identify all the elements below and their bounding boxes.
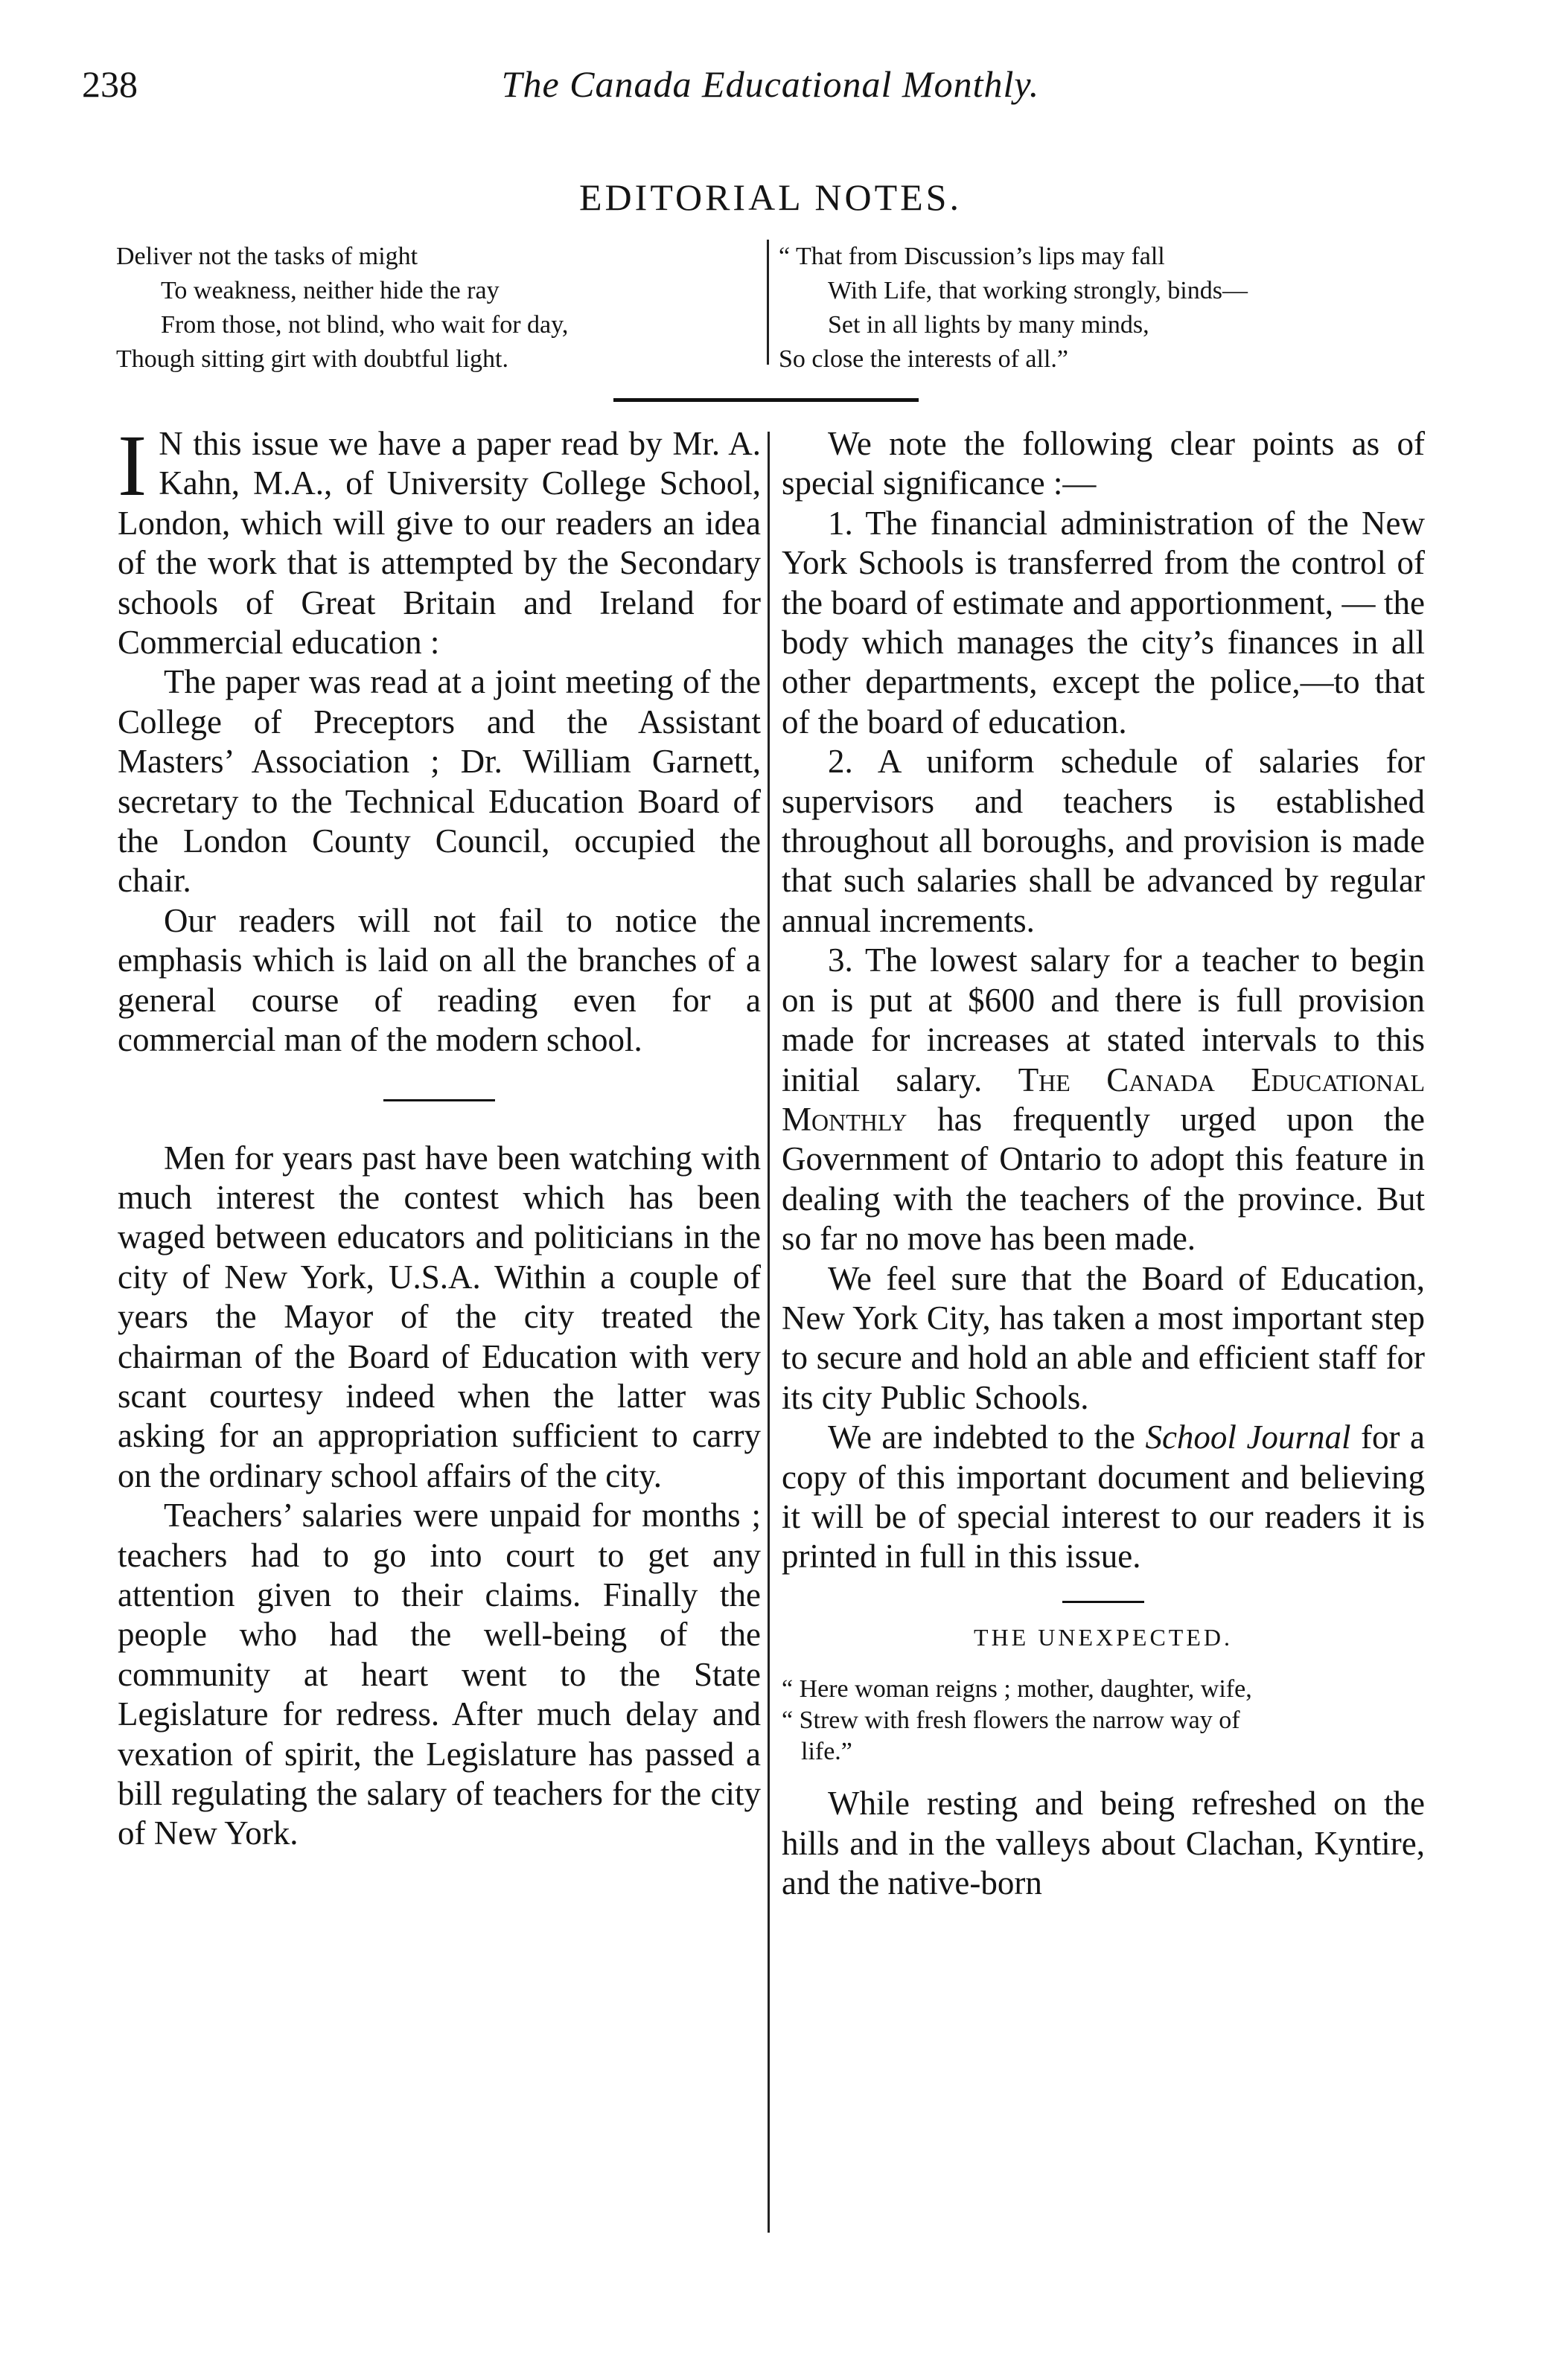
journal-name-italic: School Journal [1145, 1418, 1351, 1456]
section-title: EDITORIAL NOTES. [579, 176, 962, 218]
paragraph: While resting and being refreshed on the hills and in the valleys about Clachan, Kyntire, and the native-born [782, 1785, 1425, 1901]
quote-line: life.” [801, 1738, 852, 1766]
paragraph-text: has frequently urged upon the Government of Ontario to adopt this feature in dealing with the teachers of the province. But so far no move has been made. [782, 1100, 1426, 1258]
verse-quote [782, 1674, 1425, 1768]
section-separator-rule [613, 398, 919, 402]
paragraph-text: We are indebted to the [828, 1418, 1135, 1456]
paragraph [782, 941, 1425, 1258]
short-divider [1062, 1601, 1144, 1603]
epigraph-left [116, 240, 568, 377]
paragraph: We feel sure that the Board of Education, New York City, has taken a most important step to secure and hold an able and efficient staff for its city Public Schools. [782, 1259, 1425, 1416]
short-divider [383, 1099, 495, 1101]
epigraph-line: Set in all lights by many minds, [828, 311, 1149, 339]
column-divider [768, 432, 770, 2233]
paragraph [782, 1418, 1425, 1577]
quote-line: “ Strew with fresh flowers the narrow way of [782, 1706, 1240, 1735]
epigraph-line: With Life, that working strongly, binds— [828, 277, 1248, 304]
quote-line: “ Here woman reigns ; mother, daughter, wife, [782, 1675, 1252, 1704]
running-title: The Canada Educational Monthly. [501, 63, 1040, 105]
paragraph: Men for years past have been watching with much interest the contest which has been waged between educators and politicians in the city of New York, U.S.A. Within a couple of years the Mayor of the city treated the chairman of the Board of Education with very scant courtesy indeed when the latter was asking for an appropriation sufficient to carry on the ordinary school affairs of the city. [118, 1139, 761, 1494]
paragraph: We note the following clear points as of special significance :— [782, 425, 1425, 502]
paragraph: 2. A uniform schedule of salaries for supervisors and teachers is established throughout all boroughs, and provision is made that such salaries shall be advanced by regular annual increments. [782, 743, 1425, 939]
sub-heading: THE UNEXPECTED. [974, 1623, 1233, 1651]
epigraph-line: To weakness, neither hide the ray [161, 277, 500, 304]
paragraph [118, 417, 761, 662]
epigraph-line: From those, not blind, who wait for day, [161, 311, 569, 339]
epigraph-right [779, 240, 1248, 377]
right-column [782, 424, 1425, 1903]
page-number: 238 [82, 63, 138, 105]
journal-name-smallcaps: The Canada Educational Monthly [782, 1061, 1425, 1138]
epigraph-line: So close the interests of all.” [779, 345, 1069, 373]
epigraph-divider [767, 240, 769, 365]
paragraph-text: N this issue we have a paper read by Mr. A. Kahn, M.A., of University College School, London, which will give to our readers an idea of the work that is attempted by the Secondary schools of Great Britain and Ireland for Commercial education : [118, 425, 761, 662]
paragraph-text: 3. The lowest salary for a teacher to begin on is put at $600 and there is full provision made for increases at stated intervals to this initial salary. [782, 941, 1425, 1098]
epigraph-line: “ That from Discussion’s lips may fall [779, 243, 1165, 270]
epigraph-line: Deliver not the tasks of might [116, 243, 418, 270]
epigraph-line: Though sitting girt with doubtful light. [116, 345, 508, 373]
paragraph: Teachers’ salaries were unpaid for months ; teachers had to go into court to get any attention given to their claims. Finally the people who had the well-being of the community at heart went to the State Legislature for redress. After much delay and vexation of spirit, the Legislature has passed a bill regulating the salary of teachers for the city of New York. [118, 1497, 761, 1852]
paragraph-text: for a copy of this important document and believing it will be of special interest to our readers it is printed in full in this issue. [782, 1418, 1425, 1576]
paragraph: 1. The financial administration of the New York Schools is transferred from the control of the board of estimate and apportionment, — the body which manages the city’s finances in all other departments, except the police,—to that of the board of education. [782, 504, 1425, 740]
paragraph: The paper was read at a joint meeting of the College of Preceptors and the Assistant Masters’ Association ; Dr. William Garnett, secretary to the Technical Education Board of the London County Council, occupied the chair. [118, 663, 761, 900]
drop-cap: I [118, 417, 147, 514]
paragraph: Our readers will not fail to notice the emphasis which is laid on all the branches of a general course of reading even for a commercial man of the modern school. [118, 901, 761, 1059]
left-column [118, 417, 761, 1854]
